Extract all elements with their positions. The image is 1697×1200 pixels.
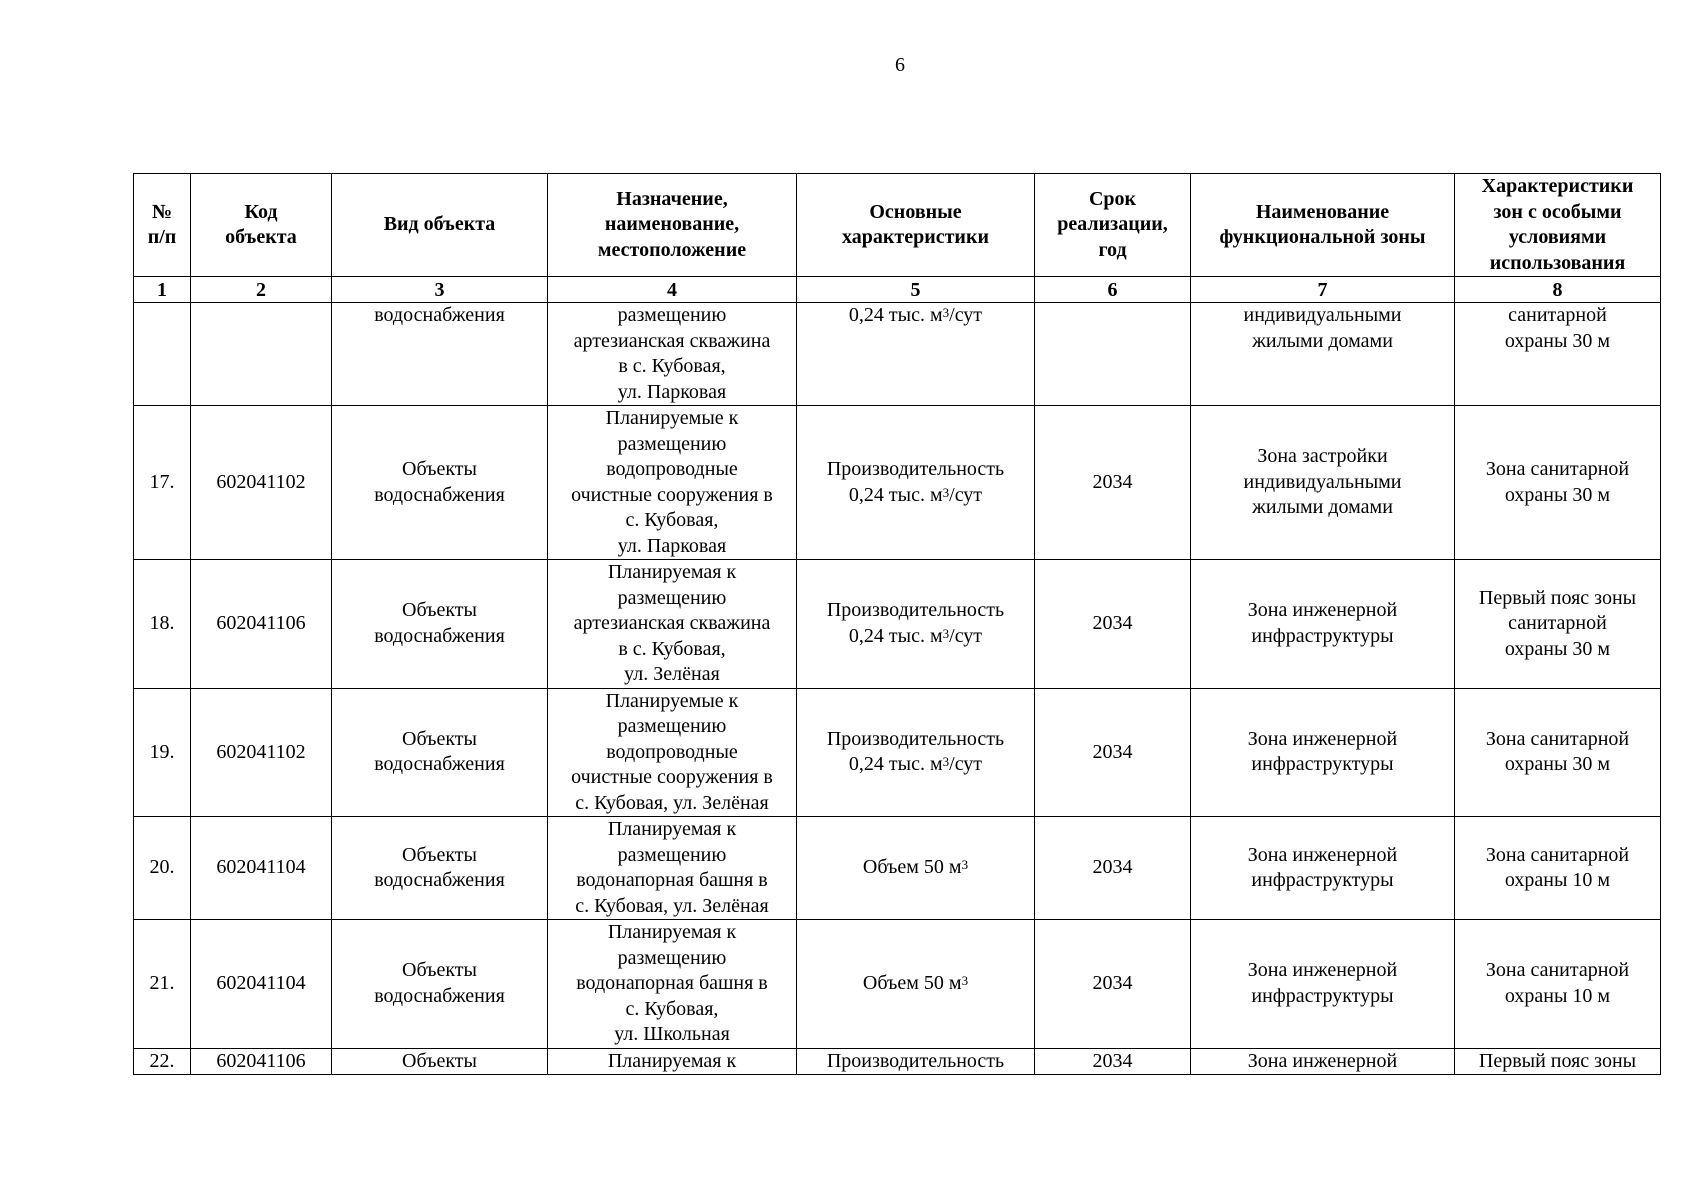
column-number-4: 4: [548, 277, 797, 303]
table-row: [134, 406, 1661, 560]
cell-zone: Зона инженерной инфраструктуры: [1191, 817, 1455, 920]
column-number-6: 6: [1035, 277, 1191, 303]
characteristics-text: Производительность 0,24 тыс. м: [826, 599, 1005, 647]
cell-number: [134, 303, 191, 406]
cell-zone: Зона инженерной инфраструктуры: [1191, 920, 1455, 1049]
unit-exponent: 3: [942, 754, 950, 770]
header-number: № п/п: [134, 174, 191, 277]
table-row: [134, 817, 1661, 920]
page-number: 6: [895, 54, 905, 76]
header-code: Код объекта: [191, 174, 332, 277]
cell-purpose: Планируемая к размещению водонапорная башня в с. Кубовая, ул. Школьная: [548, 920, 797, 1049]
column-number-2: 2: [191, 277, 332, 303]
cell-term: 2034: [1035, 817, 1191, 920]
cell-purpose: Планируемые к размещению водопроводные очистные сооружения в с. Кубовая, ул. Зелёная: [548, 688, 797, 817]
cell-purpose: Планируемые к размещению водопроводные очистные сооружения в с. Кубовая, ул. Парковая: [548, 406, 797, 560]
cell-characteristics: [797, 920, 1035, 1049]
table-row: [134, 920, 1661, 1049]
cell-number: 22.: [134, 1048, 191, 1075]
header-type: Вид объекта: [332, 174, 548, 277]
cell-type: Объекты: [332, 1048, 548, 1075]
unit-suffix: /сут: [949, 483, 983, 506]
cell-code: 602041102: [191, 406, 332, 560]
characteristics-text: Объем 50 м: [862, 856, 962, 879]
unit-exponent: 3: [961, 973, 969, 988]
cell-code: [191, 303, 332, 406]
column-number-row: [134, 277, 1661, 303]
unit-suffix: /сут: [949, 624, 983, 647]
table-row: [134, 1048, 1661, 1075]
cell-code: 602041104: [191, 920, 332, 1049]
characteristics-text: Производительность 0,24 тыс. м: [826, 727, 1005, 776]
cell-zone: Зона инженерной инфраструктуры: [1191, 688, 1455, 817]
cell-type: Объекты водоснабжения: [332, 817, 548, 920]
table-row: [134, 560, 1661, 689]
cell-characteristics: [797, 560, 1035, 689]
cell-code: 602041106: [191, 1048, 332, 1075]
cell-characteristics: [797, 688, 1035, 817]
cell-code: 602041104: [191, 817, 332, 920]
column-number-8: 8: [1455, 277, 1661, 303]
cell-characteristics: [797, 817, 1035, 920]
column-number-5: 5: [797, 277, 1035, 303]
cell-purpose: Планируемая к размещению водонапорная башня в с. Кубовая, ул. Зелёная: [548, 817, 797, 920]
characteristics-text: Производительность 0,24 тыс. м: [826, 458, 1005, 506]
table-header-row: [134, 174, 1661, 277]
cell-term: [1035, 303, 1191, 406]
cell-zone: Зона застройки индивидуальными жилыми домами: [1191, 406, 1455, 560]
objects-table: [133, 173, 1661, 1075]
unit-exponent: 3: [961, 857, 969, 873]
cell-type: Объекты водоснабжения: [332, 560, 548, 689]
cell-special-zone: Зона санитарной охраны 10 м: [1455, 817, 1661, 920]
characteristics-text: 0,24 тыс. м: [848, 304, 943, 326]
unit-exponent: 3: [942, 625, 950, 641]
column-number-3: 3: [332, 277, 548, 303]
unit-exponent: 3: [942, 305, 950, 320]
table-body: [134, 303, 1661, 1075]
header-purpose: Назначение, наименование, местоположение: [548, 174, 797, 277]
column-number-1: 1: [134, 277, 191, 303]
unit-suffix: /сут: [949, 753, 983, 776]
cell-characteristics: [797, 406, 1035, 560]
cell-number: 21.: [134, 920, 191, 1049]
cell-number: 19.: [134, 688, 191, 817]
unit-suffix: /сут: [949, 304, 983, 326]
cell-special-zone: Зона санитарной охраны 30 м: [1455, 406, 1661, 560]
cell-number: 17.: [134, 406, 191, 560]
cell-purpose: Планируемая к: [548, 1048, 797, 1075]
characteristics-text: Производительность: [826, 1049, 1005, 1072]
cell-type: Объекты водоснабжения: [332, 406, 548, 560]
cell-code: 602041102: [191, 688, 332, 817]
header-special-zones: Характеристики зон с особыми условиями использования: [1455, 174, 1661, 277]
cell-purpose: Планируемая к размещению артезианская скважина в с. Кубовая, ул. Зелёная: [548, 560, 797, 689]
cell-code: 602041106: [191, 560, 332, 689]
cell-number: 18.: [134, 560, 191, 689]
cell-special-zone: санитарной охраны 30 м: [1455, 303, 1661, 406]
table-row: [134, 303, 1661, 406]
cell-special-zone: Зона санитарной охраны 30 м: [1455, 688, 1661, 817]
header-characteristics: Основные характеристики: [797, 174, 1035, 277]
cell-special-zone: Зона санитарной охраны 10 м: [1455, 920, 1661, 1049]
cell-term: 2034: [1035, 406, 1191, 560]
cell-purpose: размещению артезианская скважина в с. Кубовая, ул. Парковая: [548, 303, 797, 406]
cell-number: 20.: [134, 817, 191, 920]
characteristics-text: Объем 50 м: [862, 972, 962, 994]
cell-term: 2034: [1035, 688, 1191, 817]
cell-term: 2034: [1035, 1048, 1191, 1075]
cell-type: водоснабжения: [332, 303, 548, 406]
header-term: Срок реализации, год: [1035, 174, 1191, 277]
table-row: [134, 688, 1661, 817]
cell-type: Объекты водоснабжения: [332, 920, 548, 1049]
cell-term: 2034: [1035, 560, 1191, 689]
cell-term: 2034: [1035, 920, 1191, 1049]
cell-characteristics: [797, 303, 1035, 406]
column-number-7: 7: [1191, 277, 1455, 303]
unit-exponent: 3: [942, 484, 950, 500]
cell-characteristics: [797, 1048, 1035, 1075]
cell-zone: индивидуальными жилыми домами: [1191, 303, 1455, 406]
header-zone: Наименование функциональной зоны: [1191, 174, 1455, 277]
cell-zone: Зона инженерной инфраструктуры: [1191, 560, 1455, 689]
cell-zone: Зона инженерной: [1191, 1048, 1455, 1075]
cell-type: Объекты водоснабжения: [332, 688, 548, 817]
cell-special-zone: Первый пояс зоны санитарной охраны 30 м: [1455, 560, 1661, 689]
cell-special-zone: Первый пояс зоны: [1455, 1048, 1661, 1075]
